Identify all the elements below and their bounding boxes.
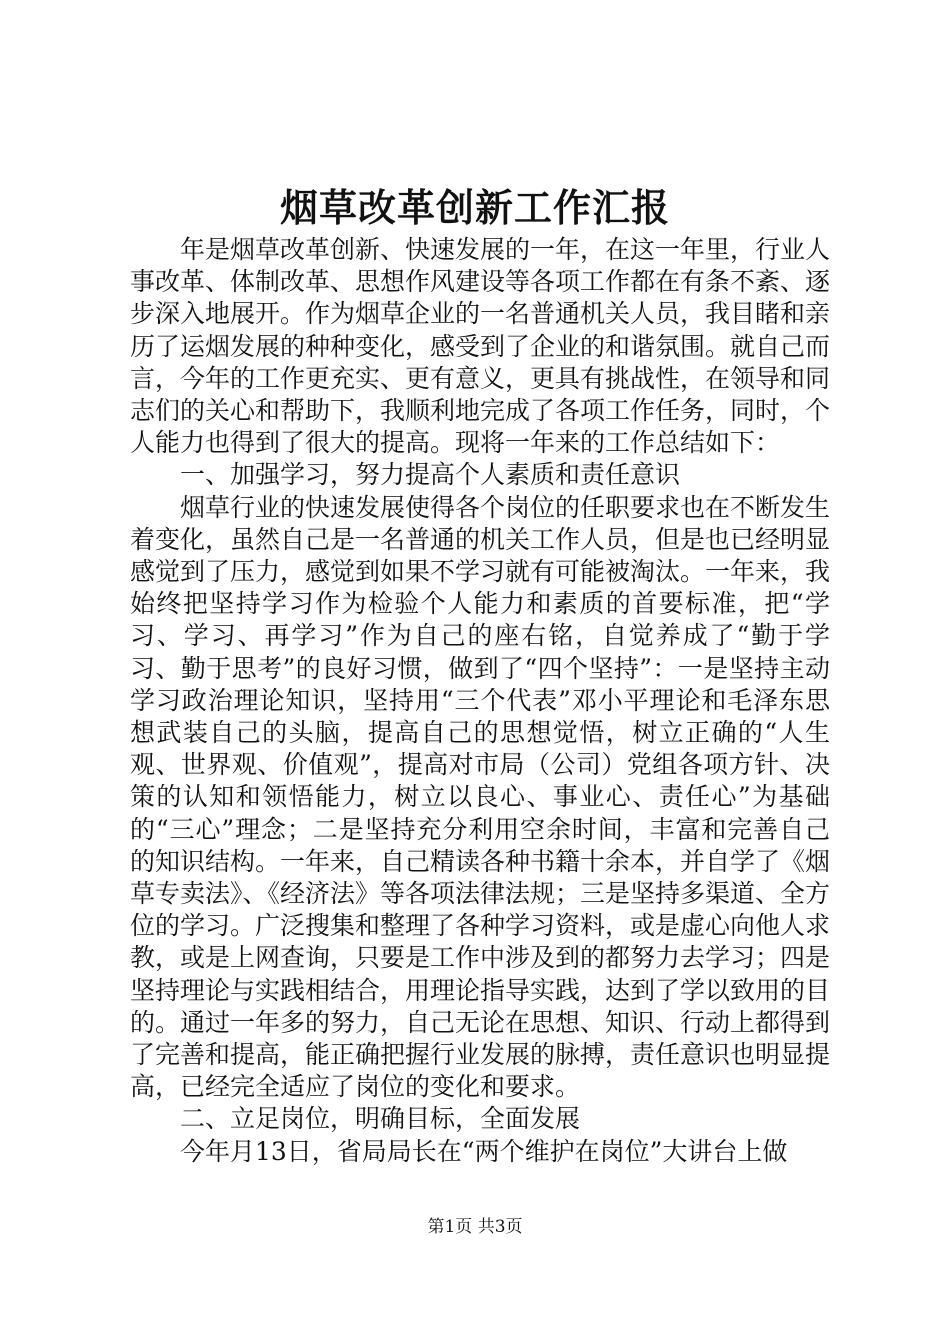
paragraph-position: 今年月13日，省局局长在“两个维护在岗位”大讲台上做 <box>180 1136 788 1166</box>
document-body <box>130 234 830 1168</box>
page-footer: 第1页 共3页 <box>427 1217 523 1237</box>
section-heading-2: 二、立足岗位，明确目标，全面发展 <box>180 1104 581 1134</box>
document-title: 烟草改革创新工作汇报 <box>279 185 670 230</box>
paragraph-study: 烟草行业的快速发展使得各个岗位的任职要求也在不断发生着变化，虽然自己是一名普通的机关工作人员，但是也已经明显感觉到了压力，感觉到如果不学习就有可能被淘汰。一年来，我始终把坚持学习作为检验个人能力和素质的首要标准，把“学习、学习、再学习”作为自己的座右铭，自觉养成了“勤于学习、勤于思考”的良好习惯，做到了“四个坚持”：一是坚持主动学习政治理论知识，坚持用“三个代表”邓小平理论和毛泽东思想武装自己的头脑，提高自己的思想觉悟，树立正确的“人生观、世界观、价值观”，提高对市局（公司）党组各项方针、决策的认知和领悟能力，树立以良心、事业心、责任心”为基础的“三心”理念；二是坚持充分利用空余时间，丰富和完善自己的知识结构。一年来，自己精读各种书籍十余本，并自学了《烟草专卖法》、《经济法》等各项法律法规；三是坚持多渠道、全方位的学习。广泛搜集和整理了各种学习资料，或是虚心向他人求教，或是上网查询，只要是工作中涉及到的都努力去学习；四是坚持理论与实践相结合，用理论指导实践，达到了学以致用的目的。通过一年多的努力，自己无论在思想、知识、行动上都得到了完善和提高，能正确把握行业发展的脉搏，责任意识也明显提高，已经完全适应了岗位的变化和要求。 <box>130 492 831 1102</box>
section-heading-1: 一、加强学习，努力提高个人素质和责任意识 <box>180 460 681 490</box>
paragraph-intro: 年是烟草改革创新、快速发展的一年，在这一年里，行业人事改革、体制改革、思想作风建设等各项工作都在有条不紊、逐步深入地展开。作为烟草企业的一名普通机关人员，我目睹和亲历了运烟发展的种种变化，感受到了企业的和谐氛围。就自己而言，今年的工作更充实、更有意义，更具有挑战性，在领导和同志们的关心和帮助下，我顺利地完成了各项工作任务，同时，个人能力也得到了很大的提高。现将一年来的工作总结如下： <box>130 235 831 458</box>
